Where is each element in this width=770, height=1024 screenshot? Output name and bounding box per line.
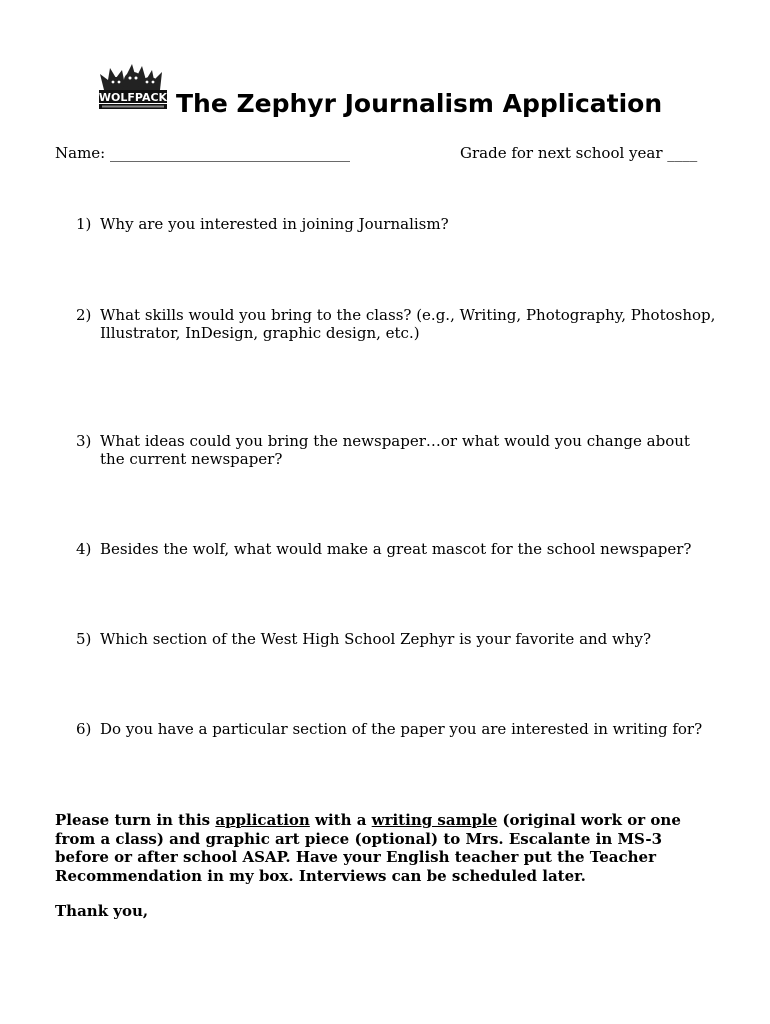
question-number: 2): [76, 306, 92, 324]
writing-sample-link: writing sample: [371, 811, 498, 829]
name-field[interactable]: Name: ________________________________: [55, 144, 350, 162]
page-title: The Zephyr Journalism Application: [176, 89, 663, 118]
closing-instructions: [55, 811, 705, 885]
question-1: [76, 215, 716, 233]
question-number: 1): [76, 215, 92, 233]
question-text: What skills would you bring to the class? (e.g., Writing, Photography, Photoshop, Illustrator, InDesign, graphic design, etc.): [100, 306, 716, 342]
question-6: [76, 720, 716, 738]
closing-text: Please turn in this: [55, 811, 216, 829]
question-number: 5): [76, 630, 92, 648]
question-4: [76, 540, 716, 558]
question-text: What ideas could you bring the newspaper…or what would you change about the current newspaper?: [100, 432, 690, 468]
question-text: Why are you interested in joining Journalism?: [100, 215, 449, 233]
wolf-pack-logo-icon: [96, 56, 170, 116]
grade-field[interactable]: Grade for next school year ____: [460, 144, 698, 162]
question-text: Do you have a particular section of the paper you are interested in writing for?: [100, 720, 703, 738]
closing-text: (original work or one from a class) and graphic art piece (optional) to Mrs. Escalante in MS-3 before or after school ASAP. Have your English teacher put the Teacher Recommendation in my box. Interviews can be scheduled later.: [55, 811, 681, 885]
question-number: 4): [76, 540, 92, 558]
closing-text: with a: [309, 811, 372, 829]
application-link: application: [215, 811, 310, 829]
question-text: Which section of the West High School Zephyr is your favorite and why?: [100, 630, 652, 648]
question-3: [76, 432, 716, 468]
question-2: [76, 306, 716, 342]
logo-text: WOLFPACK: [98, 91, 168, 104]
question-number: 6): [76, 720, 92, 738]
signoff: Thank you,: [55, 902, 149, 920]
question-number: 3): [76, 432, 92, 450]
question-text: Besides the wolf, what would make a great mascot for the school newspaper?: [100, 540, 692, 558]
question-5: [76, 630, 716, 648]
